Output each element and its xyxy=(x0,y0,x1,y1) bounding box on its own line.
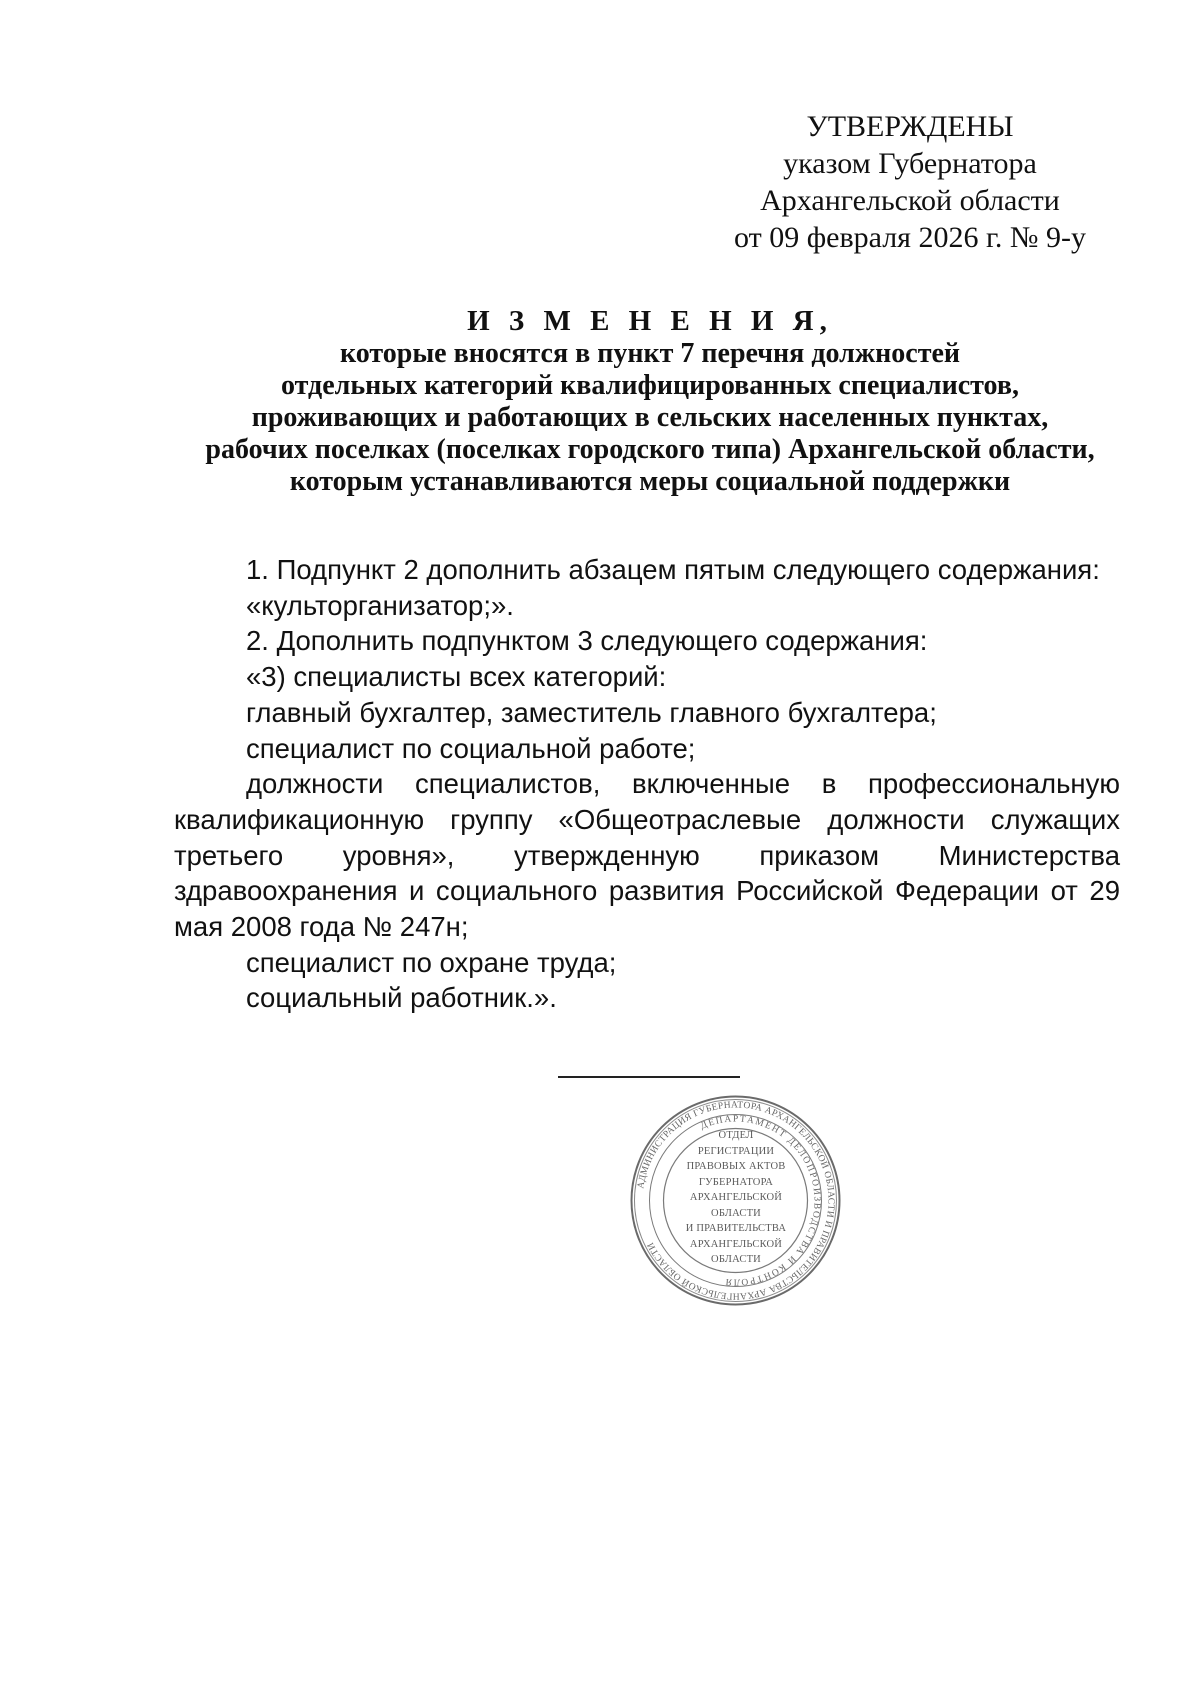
body-paragraph: социальный работник.». xyxy=(246,982,557,1014)
document-title xyxy=(120,305,1180,498)
stamp-line: ГУБЕРНАТОРА xyxy=(698,1176,774,1188)
approval-block xyxy=(700,108,1120,256)
title-subtitle-line: которым устанавливаются меры социальной поддержки xyxy=(289,466,1011,497)
stamp-line: И ПРАВИТЕЛЬСТВА xyxy=(685,1223,787,1234)
stamp-line: ОТДЕЛ xyxy=(718,1130,754,1141)
stamp-center-text xyxy=(671,1128,801,1268)
body-paragraph: 2. Дополнить подпунктом 3 следующего содержания: xyxy=(246,625,928,657)
body-paragraph: «3) специалисты всех категорий: xyxy=(246,661,667,693)
stamp-outer-ring-text: АДМИНИСТРАЦИЯ ГУБЕРНАТОРА АРХАНГЕЛЬСКОЙ ОБЛАСТИ И ПРАВИТЕЛЬСТВА АРХАНГЕЛЬСКОЙ ОБЛАСТИ xyxy=(636,1100,836,1301)
body-paragraph: «культорганизатор;». xyxy=(246,589,514,621)
body-paragraph: должности специалистов, включенные в профессиональную квалификационную группу «Общеотраслевые должности служащих третьего уровня», утвержденную приказом Министерства здравоохранения и социального развития Российской Федерации от 29 мая 2008 года № 247н; xyxy=(174,768,1120,943)
title-heading: И З М Е Н Е Н И Я, xyxy=(467,305,833,337)
stamp-inner-ring-text: ДЕПАРТАМЕНТ ДЕЛОПРОИЗВОДСТВА И КОНТРОЛЯ xyxy=(699,1114,822,1287)
body-paragraph: 1. Подпункт 2 дополнить абзацем пятым следующего содержания: xyxy=(246,554,1100,585)
stamp-line: ОБЛАСТИ xyxy=(711,1207,761,1219)
approval-line: указом Губернатора xyxy=(783,147,1037,180)
body-paragraph: специалист по охране труда; xyxy=(246,946,617,978)
official-stamp xyxy=(628,1093,843,1308)
body-paragraph: главный бухгалтер, заместитель главного бухгалтера; xyxy=(246,696,937,728)
stamp-line: ОБЛАСТИ xyxy=(711,1254,761,1265)
title-subtitle-line: отдельных категорий квалифицированных специалистов, xyxy=(281,370,1019,401)
title-subtitle-line: которые вносятся в пункт 7 перечня должностей xyxy=(339,338,961,369)
approval-line: от 09 февраля 2026 г. № 9-у xyxy=(733,221,1087,254)
approval-line: Архангельской области xyxy=(760,184,1060,217)
stamp-line: РЕГИСТРАЦИИ xyxy=(697,1145,775,1157)
body-paragraph: специалист по социальной работе; xyxy=(246,732,696,764)
document-body xyxy=(174,552,1120,1016)
title-subtitle-line: рабочих поселках (поселках городского типа) Архангельской области, xyxy=(205,434,1095,465)
stamp-line: АРХАНГЕЛЬСКОЙ xyxy=(689,1192,783,1203)
stamp-line: ПРАВОВЫХ АКТОВ xyxy=(686,1161,786,1172)
separator-line xyxy=(558,1076,740,1078)
stamp-line: АРХАНГЕЛЬСКОЙ xyxy=(689,1238,783,1250)
title-subtitle-line: проживающих и работающих в сельских населенных пунктах, xyxy=(251,402,1049,433)
approval-line: УТВЕРЖДЕНЫ xyxy=(806,110,1014,143)
